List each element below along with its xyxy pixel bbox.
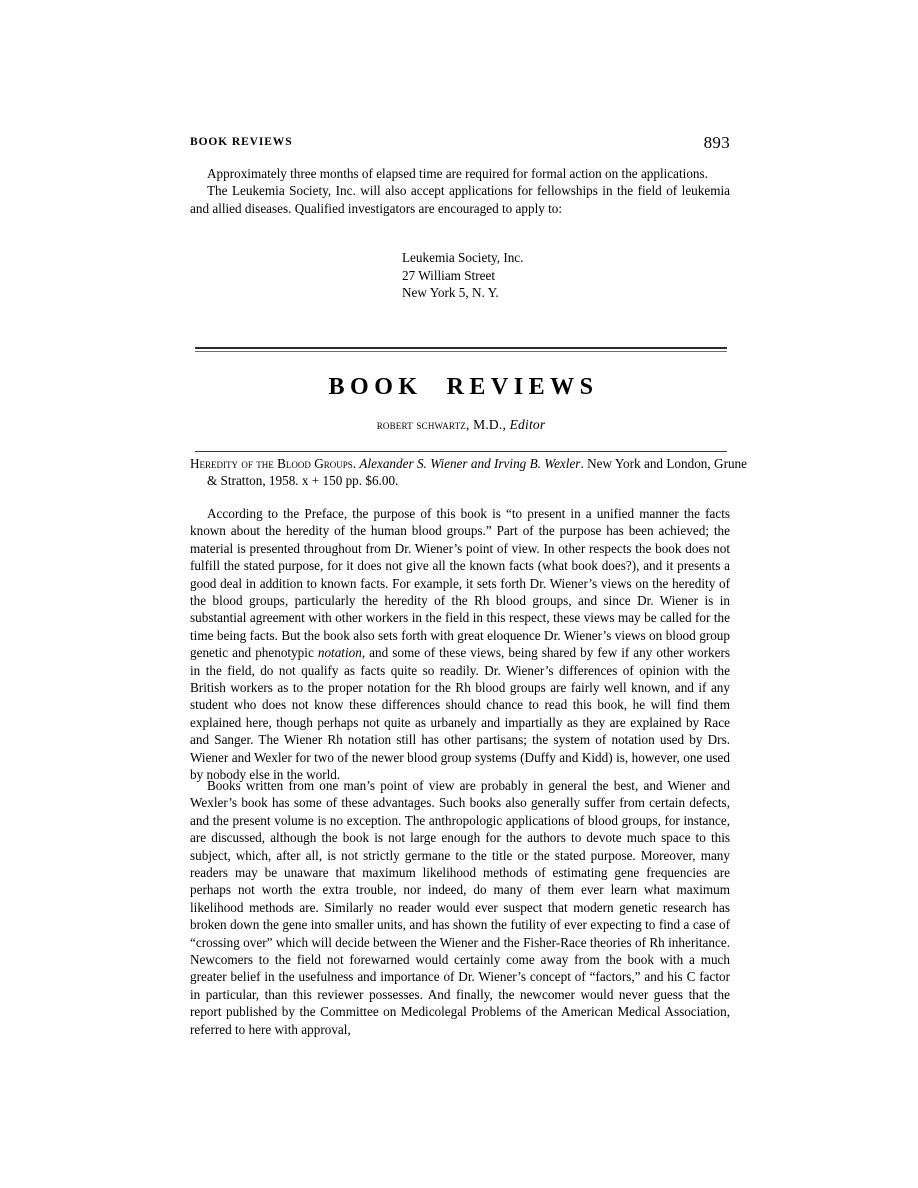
review-p1-part-1: According to the Preface, the purpose of this book is “to present in a unified manner the facts known about the heredity of the human blood groups.” Part of the purpose has been achieved; the material is presented throughout from Dr. Wiener’s point of view. In other respects the book does not fulfill the stated purpose, for it does not give all the known facts (what book does?), and it presents a good deal in addition to known facts. For example, it sets forth Dr. Wiener’s views on the heredity of the blood groups, particularly the heredity of the Rh blood groups, and since Dr. Wiener is in substantial agreement with other workers in the field in this respect, these views may be called for the time being facts. But the book also sets forth with great eloquence Dr. Wiener’s views on blood group genetic and phenotypic bbox=[190, 506, 730, 661]
masthead-title-word-2: REVIEWS bbox=[446, 373, 599, 400]
address-block bbox=[402, 249, 523, 302]
address-line-street: 27 William Street bbox=[402, 267, 495, 283]
editor-role: Editor bbox=[509, 416, 546, 432]
review-p1-part-2: , and some of these views, being shared by few if any other workers in the field, do not qualify as facts quite so readily. Dr. Wiener’s differences of opinion with the British workers as to the proper notation for the Rh blood groups are fairly well known, and if any student who does not know these differences should chance to read this book, he will find them explained here, though perhaps not quite as urbanely and impartially as they are explained by Race and Sanger. The Wiener Rh notation still has other partisans; the system of notation used by Drs. Wiener and Wexler for two of the newer blood group systems (Duffy and Kidd) is, however, one used by nobody else in the world. bbox=[190, 645, 730, 783]
page-number: 893 bbox=[703, 133, 730, 152]
running-head bbox=[190, 133, 730, 155]
book-citation bbox=[190, 455, 747, 490]
address-line-city: New York 5, N. Y. bbox=[402, 285, 499, 301]
review-p1-italic-term: notation bbox=[317, 645, 362, 661]
notice-paragraph-2: The Leukemia Society, Inc. will also accept applications for fellowships in the field of leukemia and allied diseases. Qualified investigators are encouraged to apply to: bbox=[190, 183, 730, 216]
review-paragraph-1 bbox=[190, 505, 730, 784]
review-paragraph-2-text: Books written from one man’s point of view are probably in general the best, and Wiener and Wexler’s book has some of these advantages. Such books also generally suffer from certain defects, and the present volume is no exception. The anthropologic applications of blood groups, for instance, are discussed, although the book is not large enough for the authors to devote much space to this subject, which, after all, is not strictly germane to the title or the stated purpose. Moreover, many readers may be unaware that maximum likelihood methods of estimating gene frequencies are perhaps not worth the extra trouble, nor indeed, do many of them ever learn what maximum likelihood methods are. Similarly no reader would ever suspect that modern genetic research has broken down the gene into smaller units, and has shown the futility of ever expecting to find a case of “crossing over” which will decide between the Wiener and the Fisher-Race theories of Rh inheritance. Newcomers to the field not forewarned would certainly come away from the book with a much greater belief in the usefulness and importance of Dr. Wiener’s concept of “factors,” and his C factor in particular, than this reviewer possesses. And finally, the newcomer would never guess that the report published by the Committee on Medicolegal Problems of the American Medical Association, referred to here with approval, bbox=[190, 778, 730, 1037]
citation-publication-details: . New York and London, Grune & Stratton, 1958. x + 150 pp. $6.00. bbox=[207, 456, 747, 489]
citation-title: Heredity of the Blood Groups bbox=[190, 456, 353, 471]
masthead-bottom-rule bbox=[195, 451, 727, 452]
review-paragraph-1-text bbox=[190, 505, 730, 784]
book-reviews-masthead bbox=[195, 347, 727, 452]
notice-paragraph-1: Approximately three months of elapsed time are required for formal action on the applications. bbox=[207, 166, 708, 181]
masthead-title bbox=[195, 374, 727, 401]
masthead-editor-line bbox=[195, 417, 727, 433]
notice-block bbox=[190, 165, 730, 217]
address-line-organization: Leukemia Society, Inc. bbox=[402, 250, 524, 265]
citation-authors: Alexander S. Wiener and Irving B. Wexler bbox=[359, 456, 581, 471]
citation-separator: . bbox=[352, 456, 360, 471]
editor-degree: , M.D., bbox=[466, 416, 510, 432]
masthead-title-gap bbox=[423, 374, 447, 400]
masthead-title-word-1: BOOK bbox=[328, 373, 423, 400]
masthead-top-rule bbox=[195, 347, 727, 352]
review-paragraph-2 bbox=[190, 777, 730, 1038]
editor-name: robert schwartz bbox=[376, 416, 466, 432]
running-head-title: BOOK REVIEWS bbox=[190, 136, 293, 148]
